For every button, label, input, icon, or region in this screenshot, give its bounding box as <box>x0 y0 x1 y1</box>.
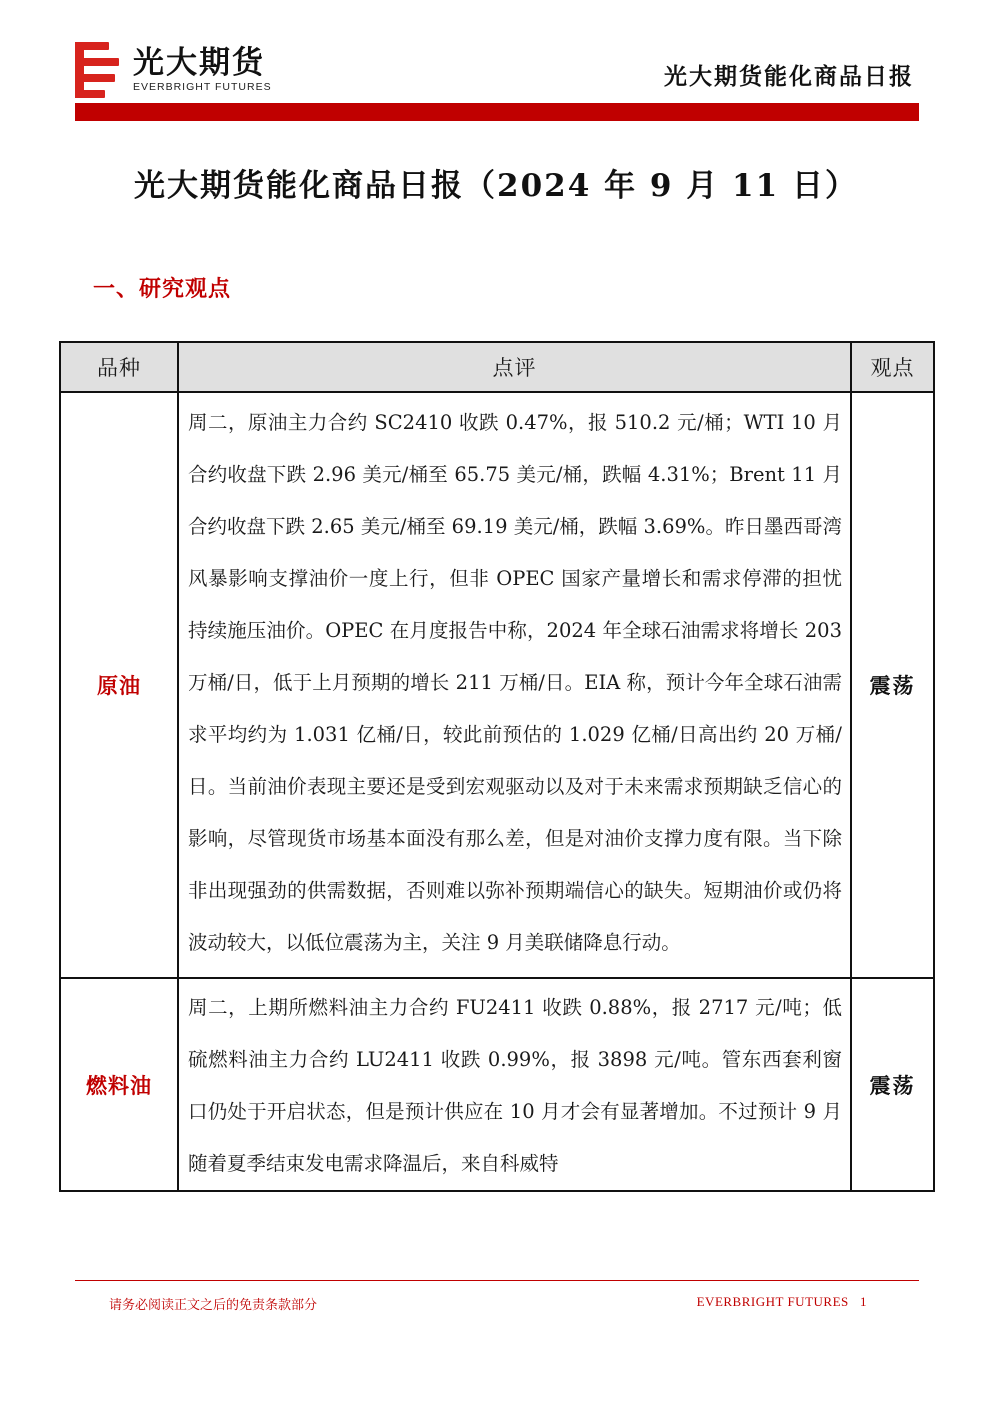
product-view: 震荡 <box>851 392 934 978</box>
document-title: 光大期货能化商品日报（2024 年 9 月 11 日） <box>134 168 858 204</box>
table-row <box>60 978 934 1191</box>
header-view: 观点 <box>851 342 934 392</box>
header-divider <box>75 103 919 121</box>
company-logo <box>75 42 272 98</box>
logo-english-name: EVERBRIGHT FUTURES <box>133 81 272 93</box>
footer-disclaimer: 请务必阅读正文之后的免责条款部分 <box>109 1298 318 1313</box>
section-heading: 一、研究观点 <box>93 276 232 302</box>
footer-divider <box>75 1280 919 1281</box>
header-product: 品种 <box>60 342 178 392</box>
page-number: 1 <box>860 1294 867 1309</box>
table-header-row <box>60 342 934 392</box>
logo-chinese-name: 光大期货 <box>133 45 265 81</box>
header-report-name: 光大期货能化商品日报 <box>664 63 914 90</box>
product-name: 原油 <box>60 392 178 978</box>
product-view: 震荡 <box>851 978 934 1191</box>
logo-icon <box>75 42 119 98</box>
footer-brand: EVERBRIGHT FUTURES <box>696 1294 849 1309</box>
research-table <box>59 341 935 1192</box>
header-comment: 点评 <box>178 342 851 392</box>
page-header <box>0 0 992 125</box>
product-comment: 周二，上期所燃料油主力合约 FU2411 收跌 0.88%，报 2717 元/吨；低硫燃料油主力合约 LU2411 收跌 0.99%，报 3898 元/吨。管东西套利窗口仍处于开启状态，但是预计供应在 10 月才会有显著增加。不过预计 9 月随着夏季结束发电需求降温后，来自科威特 <box>178 978 851 1191</box>
product-comment: 周二，原油主力合约 SC2410 收跌 0.47%，报 510.2 元/桶；WTI 10 月合约收盘下跌 2.96 美元/桶至 65.75 美元/桶，跌幅 4.31%；Brent 11 月合约收盘下跌 2.65 美元/桶至 69.19 美元/桶，跌幅 3.69%。昨日墨西哥湾风暴影响支撑油价一度上行，但非 OPEC 国家产量增长和需求停滞的担忧持续施压油价。OPEC 在月度报告中称，2024 年全球石油需求将增长 203 万桶/日，低于上月预期的增长 211 万桶/日。EIA 称，预计今年全球石油需求平均约为 1.031 亿桶/日，较此前预估的 1.029 亿桶/日高出约 20 万桶/日。当前油价表现主要还是受到宏观驱动以及对于未来需求预期缺乏信心的影响，尽管现货市场基本面没有那么差，但是对油价支撑力度有限。当下除非出现强劲的供需数据，否则难以弥补预期端信心的缺失。短期油价或仍将波动较大，以低位震荡为主，关注 9 月美联储降息行动。 <box>178 392 851 978</box>
product-name: 燃料油 <box>60 978 178 1191</box>
footer-brand-page <box>697 1294 867 1310</box>
table-row <box>60 392 934 978</box>
